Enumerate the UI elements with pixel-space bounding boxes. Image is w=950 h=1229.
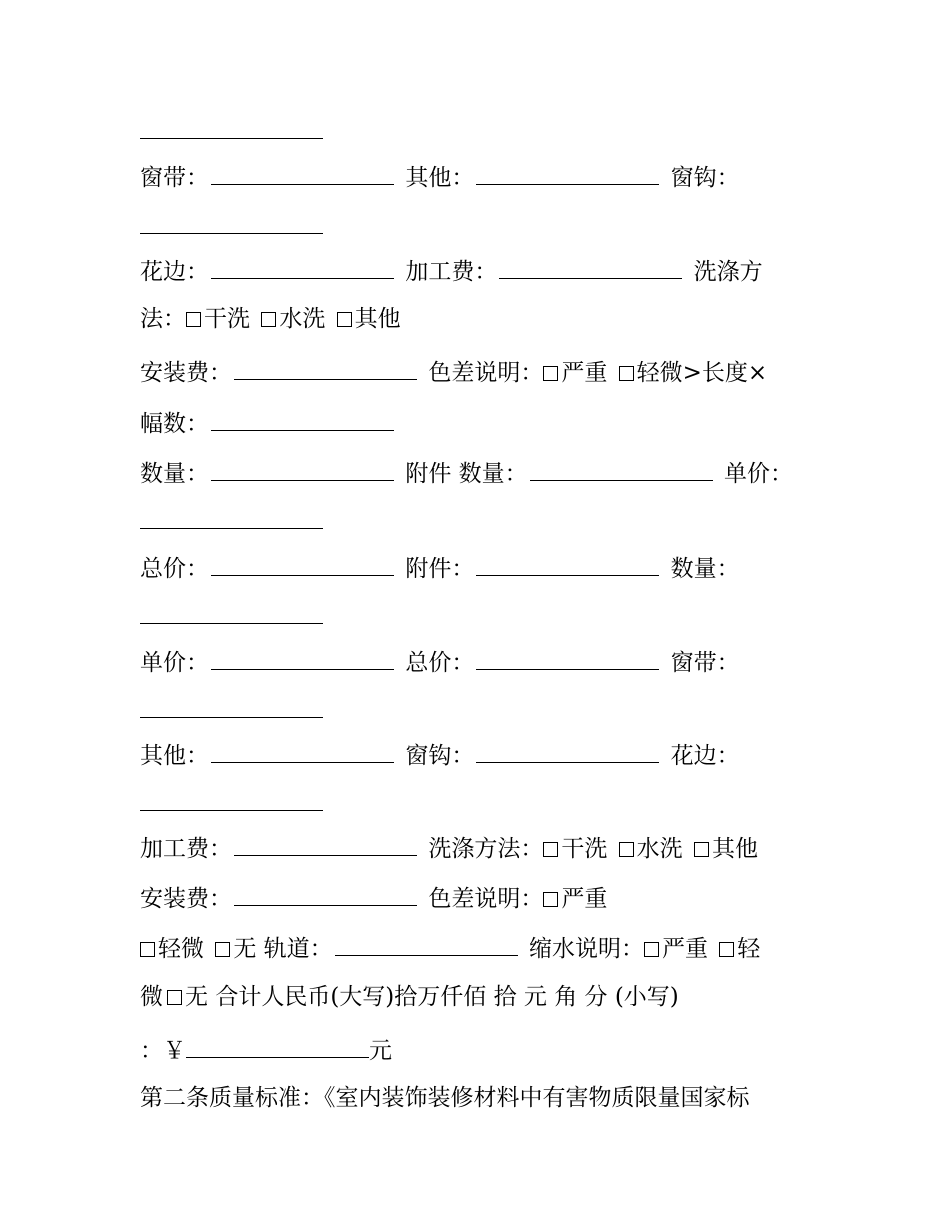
lace-label-2: 花边： [670, 743, 740, 769]
form-line [140, 691, 327, 725]
form-line [140, 454, 793, 488]
accessory-quantity-label: 附件 数量： [405, 461, 528, 487]
form-line [140, 929, 760, 963]
dry-wash-checkbox-2[interactable] [543, 842, 558, 857]
slight-checkbox-2[interactable] [140, 942, 155, 957]
water-wash-label-2: 水洗 [636, 836, 683, 862]
lace-blank-2[interactable] [140, 784, 323, 811]
total-price-blank[interactable] [211, 549, 394, 576]
other-wash-label: 其他 [354, 306, 401, 332]
other-label: 其他： [405, 165, 475, 191]
color-diff-label: 色差说明： [428, 360, 544, 386]
shrink-none-label: 无 [185, 984, 208, 1010]
install-fee-label-2: 安装费： [140, 886, 232, 912]
slight-checkbox[interactable] [619, 366, 634, 381]
lace-blank[interactable] [211, 252, 394, 279]
water-wash-checkbox-2[interactable] [619, 842, 634, 857]
form-line [140, 643, 740, 677]
total-amount-blank[interactable] [186, 1031, 369, 1058]
form-line [140, 1031, 392, 1065]
form-line [140, 736, 740, 770]
form-line [140, 829, 758, 863]
quantity-blank-2[interactable] [140, 597, 323, 624]
other-blank[interactable] [476, 158, 659, 185]
width-count-label: 幅数： [140, 411, 209, 437]
accessory-blank[interactable] [476, 549, 659, 576]
window-hook-label-2: 窗钩： [405, 743, 475, 769]
window-belt-label: 窗带： [140, 165, 209, 191]
dry-wash-checkbox[interactable] [186, 312, 201, 327]
severe-label-2: 严重 [561, 886, 608, 912]
form-line [140, 112, 327, 146]
unit-price-blank[interactable] [140, 502, 323, 529]
form-line [140, 597, 327, 631]
total-price-label: 总价： [140, 556, 209, 582]
yen-prefix: ：￥ [140, 1038, 186, 1064]
accessory-quantity-blank[interactable] [530, 454, 713, 481]
window-belt-label-2: 窗带： [670, 650, 740, 676]
window-hook-label: 窗钩： [670, 165, 740, 191]
dry-wash-label-2: 干洗 [561, 836, 608, 862]
window-hook-blank[interactable] [140, 207, 323, 234]
unit-price-blank-2[interactable] [211, 643, 394, 670]
total-rmb-label: 合计人民币(大写)拾万仟佰 拾 元 角 分 (小写) [215, 984, 679, 1010]
form-line [140, 302, 401, 336]
washing-method-label-2: 洗涤方法： [428, 836, 544, 862]
color-diff-label-2: 色差说明： [428, 886, 544, 912]
slight-label: 轻微 [158, 936, 204, 962]
processing-fee-blank[interactable] [499, 252, 682, 279]
other-wash-checkbox-2[interactable] [694, 842, 709, 857]
shrink-slight-label: 轻 [737, 936, 761, 962]
form-line [140, 784, 327, 818]
track-label: 轨道： [263, 936, 333, 962]
shrink-severe-checkbox[interactable] [644, 942, 659, 957]
form-line [140, 1081, 750, 1115]
processing-fee-blank-2[interactable] [234, 829, 417, 856]
install-fee-blank[interactable] [234, 353, 417, 380]
none-checkbox[interactable] [215, 942, 230, 957]
other-label-2: 其他： [140, 743, 209, 769]
processing-fee-label: 加工费： [405, 259, 498, 285]
form-line [140, 353, 767, 387]
shrink-slight-label-cont: 微 [140, 984, 163, 1010]
water-wash-checkbox[interactable] [261, 312, 276, 327]
fill-blank[interactable] [140, 112, 323, 139]
form-line [140, 404, 398, 438]
other-wash-label-2: 其他 [711, 836, 758, 862]
severe-checkbox[interactable] [543, 366, 558, 381]
dry-wash-label: 干洗 [204, 306, 250, 332]
quantity-blank[interactable] [211, 454, 394, 481]
washing-method-label-cont: 法： [140, 306, 186, 332]
lace-label: 花边： [140, 259, 209, 285]
window-belt-blank[interactable] [211, 158, 394, 185]
form-line [140, 549, 740, 583]
processing-fee-label-2: 加工费： [140, 836, 232, 862]
water-wash-label: 水洗 [279, 306, 326, 332]
window-belt-blank-2[interactable] [140, 691, 323, 718]
shrink-slight-checkbox[interactable] [719, 942, 734, 957]
unit-price-label: 单价： [723, 461, 793, 487]
shrink-severe-label: 严重 [661, 936, 708, 962]
form-line [140, 879, 607, 913]
total-price-blank-2[interactable] [476, 643, 659, 670]
form-line [140, 252, 763, 286]
shrink-note-label: 缩水说明： [528, 936, 644, 962]
shrink-none-checkbox[interactable] [167, 990, 182, 1005]
washing-method-label: 洗涤方 [693, 259, 763, 285]
other-wash-checkbox[interactable] [337, 312, 352, 327]
none-label: 无 [233, 936, 257, 962]
form-line [140, 207, 327, 241]
form-line [140, 502, 327, 536]
total-price-label-2: 总价： [405, 650, 475, 676]
track-blank[interactable] [335, 929, 518, 956]
article-two-text: 第二条质量标准：《室内装饰装修材料中有害物质限量国家标 [140, 1085, 750, 1111]
width-count-blank[interactable] [211, 404, 394, 431]
quantity-label: 数量： [140, 461, 209, 487]
quantity-label-2: 数量： [670, 556, 740, 582]
slight-length-label: 轻微>长度× [636, 360, 768, 386]
form-line [140, 980, 679, 1014]
form-line [140, 158, 740, 192]
window-hook-blank-2[interactable] [476, 736, 659, 763]
other-blank-2[interactable] [211, 736, 394, 763]
accessory-label: 附件： [405, 556, 475, 582]
severe-checkbox-2[interactable] [543, 892, 558, 907]
install-fee-label: 安装费： [140, 360, 232, 386]
yuan-label: 元 [369, 1038, 392, 1064]
unit-price-label-2: 单价： [140, 650, 209, 676]
severe-label: 严重 [561, 360, 608, 386]
install-fee-blank-2[interactable] [234, 879, 417, 906]
